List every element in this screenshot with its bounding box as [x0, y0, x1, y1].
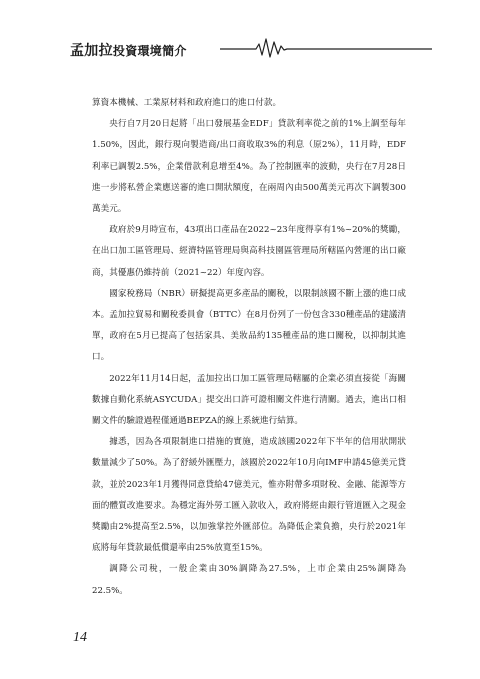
- header-title-sub: 投資環境簡介: [112, 44, 187, 58]
- paragraph: 央行自7月20日起將「出口發展基金EDF」貸款利率從之前的1%上調至每年1.50%，因此，銀行現向製造商/出口商收取3%的利息（原2%），11月時，EDF利率已調製2.5%，企業借款利息增至4%。為了控制匯率的波動，央行在7月28日進一步將私營企業應送審的進口開狀額度，在兩周內由500萬美元再次下調製300萬美元。: [92, 119, 406, 215]
- header-title-main: 孟加拉: [70, 43, 113, 59]
- body-text: [92, 93, 406, 602]
- paragraph: 算資本機械、工業原材料和政府進口的進口付款。: [92, 98, 282, 108]
- paragraph: 國家稅務局（NBR）研擬提高更多產品的關稅，以限制該國不斷上漲的進口成本。孟加拉貿易和關稅委員會（BTTC）在8月份列了一份包含330種產品的建議清單，政府在5月已提高了包括家具、美妝品約135種產品的進口關稅，以抑制其進口。: [92, 288, 406, 363]
- paragraph: 2022年11月14日起，孟加拉出口加工區管理局轄屬的企業必須直接從「海關數據自動化系統ASYCUDA」提交出口許可證相關文件進行清關。過去，進出口相關文件的驗證過程僅通過BEPZA的線上系統進行結算。: [92, 373, 406, 427]
- paragraph: 調降公司稅，一般企業由30%調降為27.5%，上市企業由25%調降為22.5%。: [92, 564, 406, 596]
- running-header: [70, 36, 432, 60]
- paragraph: 政府於9月時宣布，43項出口產品在2022~23年度得享有1%~20%的獎勵，在出口加工區管理局、經濟特區管理局與高科技園區管理局所轄區內營運的出口廠商，其優惠仍維持前（2021~22）年度內容。: [92, 225, 406, 278]
- paragraph: 據悉，因為各項限制進口措施的實施，造成該國2022年下半年的信用狀開狀數量減少了50%。為了舒緩外匯壓力，該國於2022年10月向IMF申請45億美元貸款，並於2023年1月獲得同意貸給47億美元，惟亦附帶多項財稅、金融、能源等方面的體質改進要求。為穩定海外勞工匯入款收入，政府將經由銀行管道匯入之現金獎勵由2%提高至2.5%，以加強掌控外匯部位。為降低企業負擔，央行於2021年底將每年貸款最低償還率由25%放寬至15%。: [92, 437, 406, 554]
- page-number: 14: [73, 630, 87, 645]
- header-title: [70, 40, 187, 60]
